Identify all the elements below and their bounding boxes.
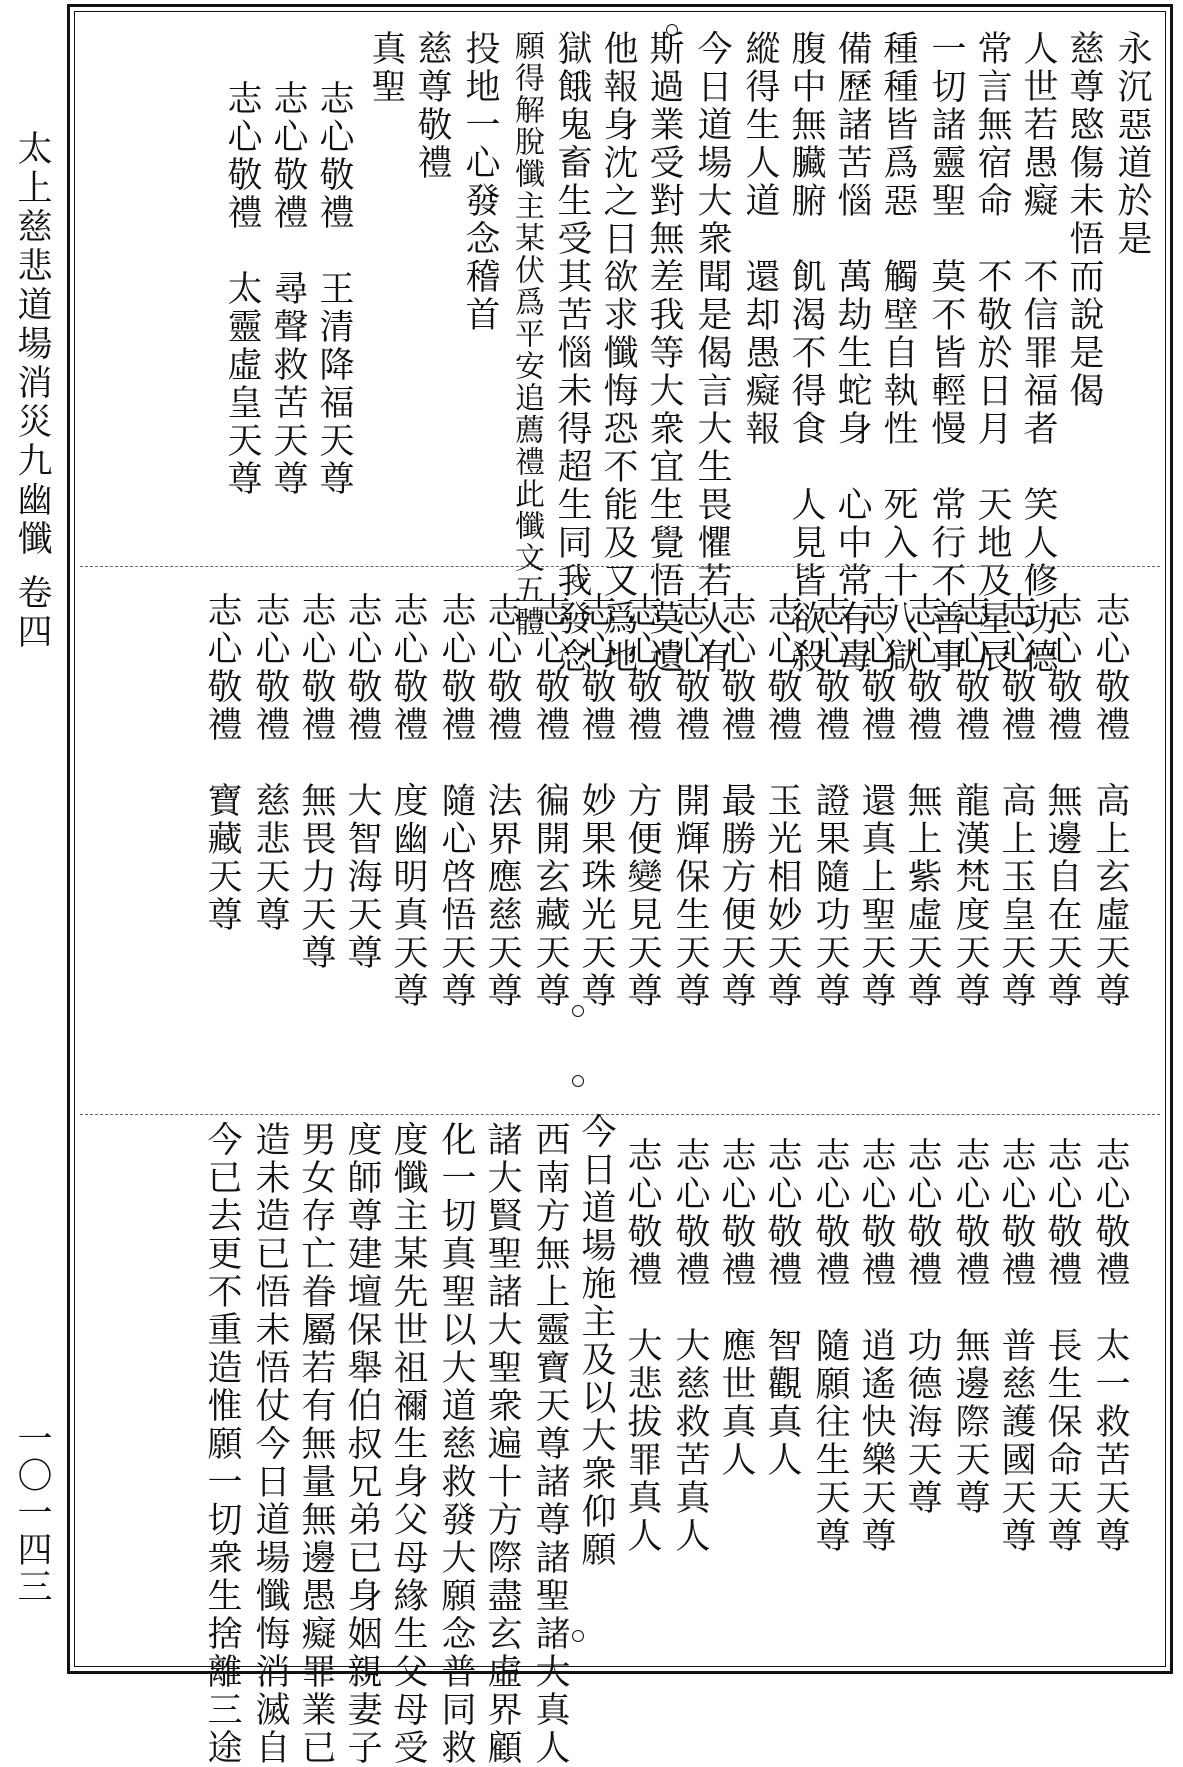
text-column: 志心敬禮 功德海天尊	[902, 1137, 942, 1517]
text-column: 投地一心發念稽首	[460, 30, 500, 334]
text-column: 腹中無臟腑 飢渴不得食 人見皆欲殺	[786, 30, 826, 676]
text-column: 志心敬禮 高上玉皇天尊	[996, 592, 1036, 1010]
text-column: 縱得生人道 還却愚癡報	[740, 30, 780, 448]
text-column: 志心敬禮 大悲拔罪真人	[622, 1137, 662, 1555]
text-column: 志心敬禮 無上紫虛天尊	[902, 592, 942, 1010]
text-column: 志心敬禮 高上玄虛天尊	[1090, 592, 1130, 1010]
text-column: 志心敬禮 隨願往生天尊	[810, 1137, 850, 1555]
text-column: 志心敬禮 度幽明真天尊	[388, 592, 428, 1010]
section-divider	[80, 566, 1160, 567]
text-column: 今日道場施主及以大衆仰願	[576, 1113, 616, 1569]
text-column: 志心敬禮 證果隨功天尊	[810, 592, 850, 1010]
text-panel-upper	[80, 18, 1160, 676]
text-column: 志心敬禮 王清降福天尊	[314, 80, 354, 498]
text-column: 常言無宿命 不敬於日月 天地及星辰	[972, 30, 1012, 676]
text-column: 志心敬禮 大慈救苦真人	[670, 1137, 710, 1555]
text-column: 慈尊愍傷未悟而說是偈	[1064, 30, 1104, 410]
volume-label: 卷四	[12, 574, 52, 653]
text-column: 志心敬禮 太一救苦天尊	[1090, 1137, 1130, 1555]
text-column: 志心敬禮 智觀真人	[762, 1137, 802, 1479]
text-column: 斯過業受對無差我等大衆宜生覺悟莫遺	[644, 30, 684, 676]
punctuation-circle	[666, 24, 678, 36]
text-column: 志心敬禮 法界應慈天尊	[482, 592, 522, 1010]
text-column: 今已去更不重造惟願一切衆生捨離三途	[202, 1121, 242, 1767]
text-column: 度師尊建壇保舉伯叔兄弟已身姻親妻子	[342, 1121, 382, 1767]
text-panel-lower	[80, 1113, 1160, 1767]
text-column: 志心敬禮 妙果珠光天尊	[576, 592, 616, 1010]
text-column: 男女存亡眷屬若有無量無邊愚癡罪業已	[296, 1121, 336, 1767]
text-column: 志心敬禮 玉光相妙天尊	[762, 592, 802, 1010]
text-column: 備歷諸苦惱 萬劫生蛇身 心中常有毒	[832, 30, 872, 676]
book-title-text: 太上慈悲道場消災九幽懺	[12, 130, 52, 559]
text-column: 志心敬禮 徧開玄藏天尊	[530, 592, 570, 1010]
text-panel-middle	[80, 580, 1160, 1100]
text-column: 度懺主某先世祖禰生身父母緣生父母受	[388, 1121, 428, 1767]
text-column: 西南方無上靈寶天尊諸尊諸聖諸大真人	[530, 1121, 570, 1767]
text-column: 志心敬禮 應世真人	[716, 1137, 756, 1479]
text-column: 志心敬禮 無邊自在天尊	[1042, 592, 1082, 1010]
text-column: 造未造已悟未悟仗今日道場懺悔消滅自	[250, 1121, 290, 1767]
text-column: 志心敬禮 寶藏天尊	[202, 592, 242, 934]
text-column: 化一切真聖以大道慈救發大願念普同救	[436, 1121, 476, 1767]
text-column: 志心敬禮 方便變見天尊	[622, 592, 662, 1010]
text-column: 志心敬禮 普慈護國天尊	[996, 1137, 1036, 1555]
text-column: 他報身沈之日欲求懺悔恐不能及又爲地	[598, 30, 638, 676]
text-column: 願得解脫懺主某伏爲平安追薦禮此懺文五體	[509, 30, 544, 638]
text-column: 真聖	[366, 30, 406, 106]
text-column: 獄餓鬼畜生受其苦惱未得超生同我發念	[552, 30, 592, 676]
text-column: 志心敬禮 開輝保生天尊	[670, 592, 710, 1010]
text-column: 永沉惡道於是	[1112, 30, 1152, 258]
text-column: 人世若愚癡 不信罪福者 笑人修功德	[1018, 30, 1058, 676]
text-column: 志心敬禮 尋聲救苦天尊	[268, 80, 308, 498]
text-column: 志心敬禮 大智海天尊	[342, 592, 382, 972]
text-column: 慈尊敬禮	[412, 30, 452, 182]
punctuation-circle	[572, 1630, 584, 1642]
text-column: 志心敬禮 還真上聖天尊	[856, 592, 896, 1010]
text-column: 志心敬禮 最勝方便天尊	[716, 592, 756, 1010]
page-number: 一〇一四三	[12, 1420, 52, 1605]
text-column: 諸大賢聖諸大聖衆遍十方際盡玄虛界顧	[482, 1121, 522, 1767]
text-column: 志心敬禮 長生保命天尊	[1042, 1137, 1082, 1555]
text-column: 志心敬禮 無畏力天尊	[296, 592, 336, 972]
book-title	[10, 130, 54, 652]
text-column: 志心敬禮 慈悲天尊	[250, 592, 290, 934]
text-column: 志心敬禮 隨心啓悟天尊	[436, 592, 476, 1010]
text-column: 志心敬禮 太靈虛皇天尊	[222, 80, 262, 498]
punctuation-circle	[572, 1005, 584, 1017]
punctuation-circle	[666, 496, 678, 508]
text-column: 種種皆爲惡 觸壁自執性 死入十八獄	[878, 30, 918, 676]
text-column: 今日道場大衆聞是偈言大生畏懼若人有	[692, 30, 732, 676]
section-divider	[80, 1114, 1160, 1115]
text-column: 志心敬禮 龍漢梵度天尊	[950, 592, 990, 1010]
punctuation-circle	[572, 1075, 584, 1087]
text-column: 一切諸靈聖 莫不皆輕慢 常行不善事	[926, 30, 966, 676]
text-column: 志心敬禮 逍遙快樂天尊	[856, 1137, 896, 1555]
text-column: 志心敬禮 無邊際天尊	[950, 1137, 990, 1517]
